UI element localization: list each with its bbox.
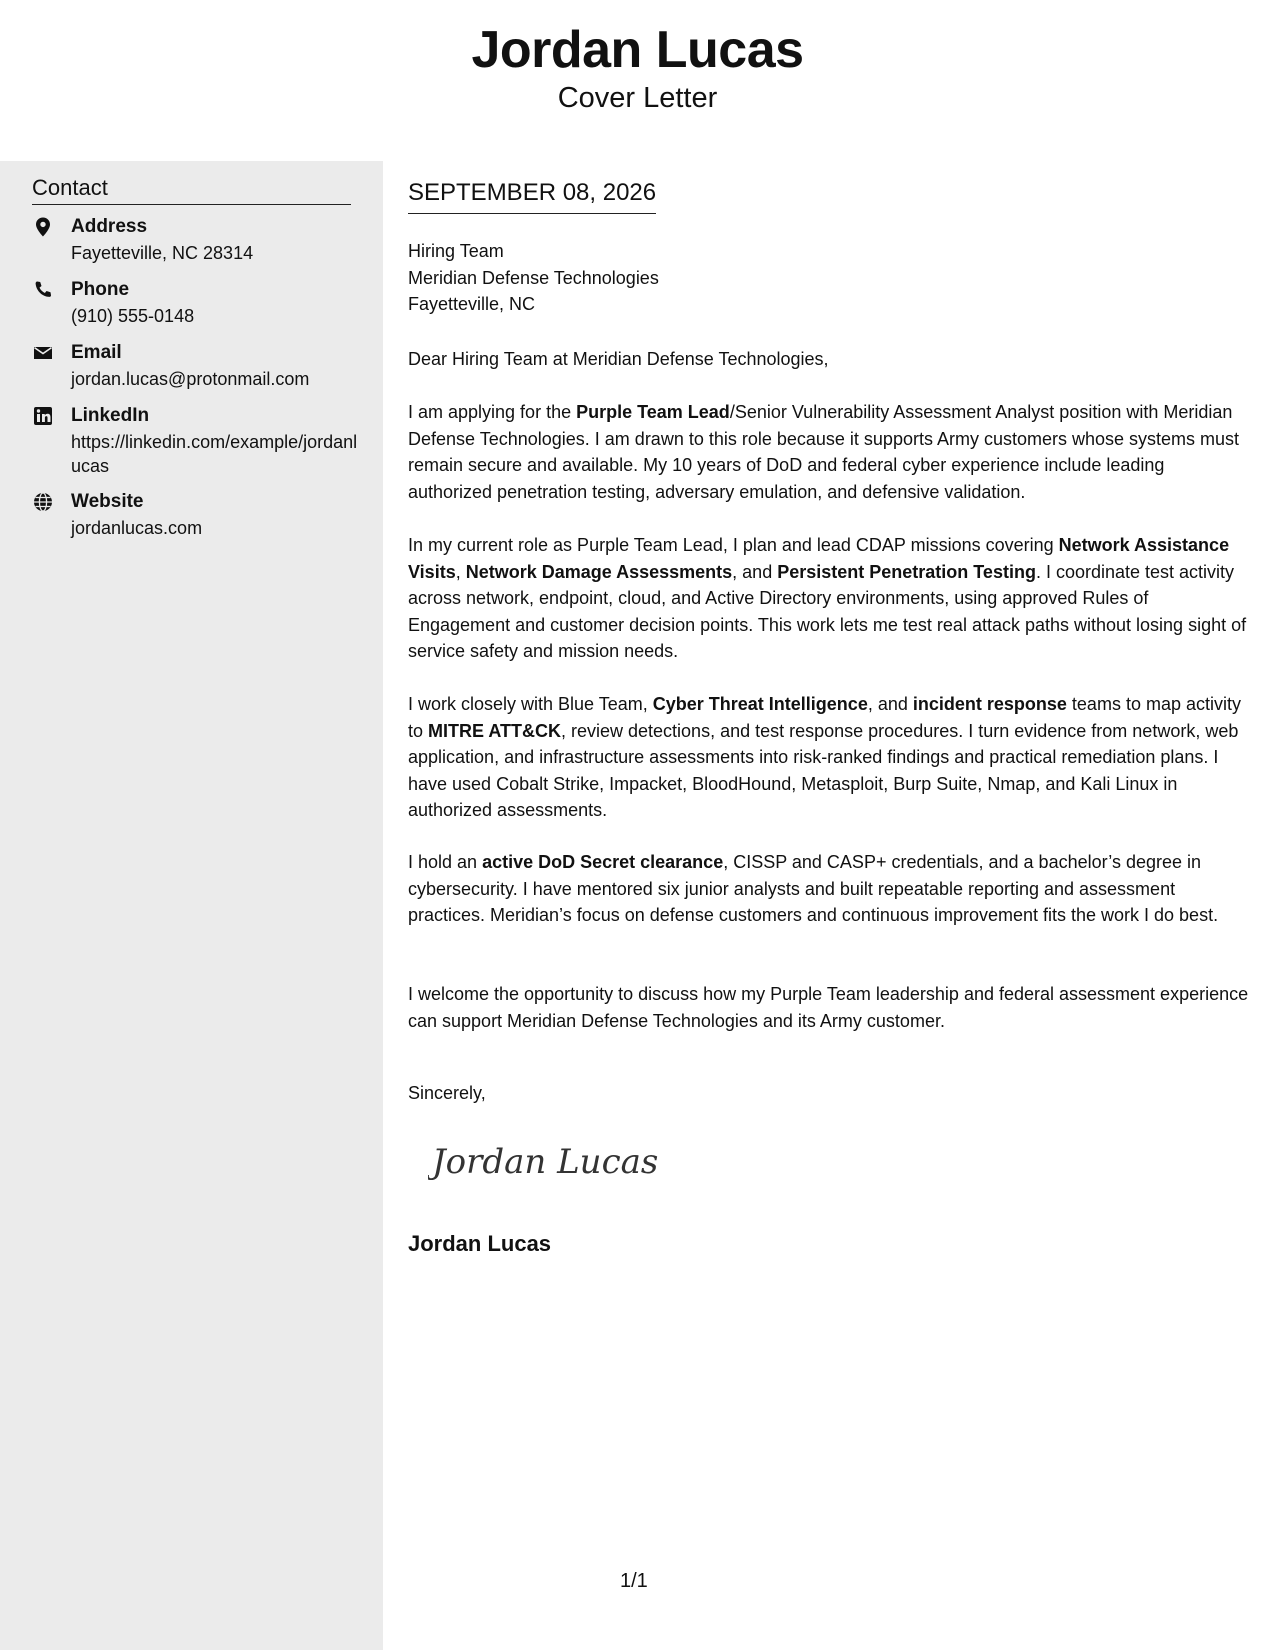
emphasis-text: Network Damage Assessments bbox=[465, 561, 733, 582]
applicant-name: Jordan Lucas bbox=[471, 21, 804, 79]
contact-label: Website bbox=[71, 491, 144, 512]
body-text: , CISSP and CASP+ credentials, and a bachelor’s degree in cybersecurity. I have mentored six junior analysts and built repeatable reporting and assessment practices. Meridian’s focus on defense customers and continuous improvement fits the work I do best. bbox=[408, 852, 1219, 925]
body-text: I work closely with Blue Team, bbox=[408, 694, 653, 714]
signature-script-text: Jordan Lucas bbox=[432, 1142, 658, 1182]
emphasis-text: active DoD Secret clearance bbox=[482, 852, 724, 872]
paragraph bbox=[408, 849, 1253, 929]
contact-heading: Contact bbox=[32, 175, 351, 205]
contact-label: Email bbox=[71, 342, 122, 363]
contact-label: LinkedIn bbox=[71, 405, 150, 426]
paragraph bbox=[408, 399, 1253, 505]
contact-label: Address bbox=[71, 216, 148, 237]
letter-date: SEPTEMBER 08, 2026 bbox=[408, 179, 656, 214]
body-text: , and bbox=[732, 561, 778, 582]
body-text: teams to map activity to bbox=[408, 694, 1241, 741]
body-text: I hold an bbox=[408, 852, 483, 872]
emphasis-text: MITRE ATT&CK bbox=[428, 720, 561, 741]
paragraph bbox=[408, 981, 1253, 1034]
body-text: , review detections, and test response procedures. I turn evidence from network, web application, and infrastructure assessments into risk-ranked findings and practical remediation plans. I have used Cobalt Strike, Impacket, BloodHound, Metasploit, Burp Suite, Nmap, and Kali Linux in authorized assessments. bbox=[408, 720, 1239, 820]
emphasis-text: Cyber Threat Intelligence bbox=[652, 694, 868, 714]
envelope-icon bbox=[32, 342, 54, 364]
emphasis-text: Persistent Penetration Testing bbox=[777, 561, 1036, 582]
handwritten-signature bbox=[428, 1131, 658, 1191]
contact-value: https://linkedin.com/example/jordanlucas bbox=[71, 432, 358, 476]
paragraph bbox=[408, 691, 1253, 824]
signer-name: Jordan Lucas bbox=[408, 1231, 552, 1256]
body-text: , bbox=[455, 561, 466, 582]
emphasis-text: Network Assistance Visits bbox=[408, 535, 1230, 582]
contact-value: jordanlucas.com bbox=[71, 518, 203, 538]
contact-value: Fayetteville, NC 28314 bbox=[71, 243, 254, 263]
phone-icon bbox=[32, 279, 54, 301]
document-subtitle: Cover Letter bbox=[557, 82, 718, 114]
salutation: Dear Hiring Team at Meridian Defense Technologies, bbox=[408, 349, 829, 369]
emphasis-text: Purple Team Lead bbox=[576, 402, 730, 422]
body-text: I welcome the opportunity to discuss how my Purple Team leadership and federal assessment experience can support Meridian Defense Technologies and its Army customer. bbox=[408, 984, 1249, 1031]
paragraph bbox=[408, 532, 1253, 665]
page-number: 1/1 bbox=[620, 1570, 648, 1592]
linkedin-icon bbox=[32, 405, 54, 427]
contact-value: jordan.lucas@protonmail.com bbox=[71, 369, 310, 389]
body-text: In my current role as Purple Team Lead, I plan and lead CDAP missions covering bbox=[408, 535, 1059, 555]
closing: Sincerely, bbox=[408, 1083, 486, 1103]
contact-sidebar bbox=[0, 161, 383, 1650]
recipient-line: Hiring Team bbox=[408, 241, 504, 261]
contact-label: Phone bbox=[71, 279, 130, 300]
emphasis-text: incident response bbox=[912, 694, 1067, 714]
recipient-line: Meridian Defense Technologies bbox=[408, 267, 659, 288]
document-header bbox=[0, 0, 1275, 160]
body-text: I am applying for the bbox=[408, 402, 577, 422]
body-text: . I coordinate test activity across network, endpoint, cloud, and Active Directory environments, using approved Rules of Engagement and customer decision points. This work lets me test real attack paths without losing sight of service safety and mission needs. bbox=[408, 561, 1247, 661]
body-text: , and bbox=[867, 694, 913, 714]
body-text: /Senior Vulnerability Assessment Analyst position with Meridian Defense Technologies. I am drawn to this role because it supports Army customers whose systems must remain secure and available. My 10 years of DoD and federal cyber experience include leading authorized penetration testing, adversary emulation, and defensive validation. bbox=[408, 402, 1240, 502]
recipient-block bbox=[408, 238, 659, 318]
map-pin-icon bbox=[32, 216, 54, 238]
contact-value: (910) 555-0148 bbox=[71, 306, 195, 326]
recipient-line: Fayetteville, NC bbox=[408, 294, 536, 314]
globe-icon bbox=[32, 491, 54, 513]
